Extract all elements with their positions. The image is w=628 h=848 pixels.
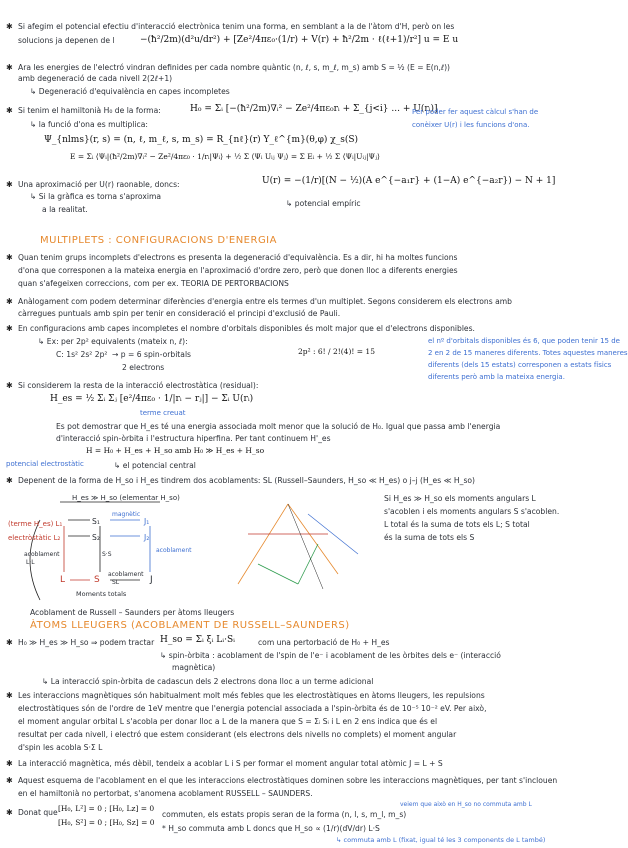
text-line: electrostàtiques són de l'ordre de 1eV mentre que l'energia potencial associada a l'spin-òrbita és de 10⁻⁵ 10⁻² eV. Per això, [18, 704, 487, 713]
text-line: L total és la suma de tots els L; S total [384, 520, 530, 529]
side-note: 2 en 2 de 15 maneres diferents. Totes aquestes maneres [428, 349, 628, 357]
diagram-label: H_es ≫ H_so (elementar H_so) [72, 494, 180, 502]
bullet-star-icon: ✱ [6, 324, 13, 333]
text-line: Ara les energies de l'electró vindran definides per cada nombre quàntic (n, ℓ, s, m_ℓ, m_s) amb S = ½ (E = E(n,ℓ)) [18, 63, 451, 72]
text-line: amb degeneració de cada nivell 2(2ℓ+1) [18, 74, 173, 83]
text-line: Una aproximació per U(r) raonable, doncs: [18, 180, 180, 189]
text-line: En configuracions amb capes incompletes el nombre d'orbitals disponibles és molt major que el d'electrons disponibles. [18, 324, 475, 333]
text-line: ↳ potencial empíric [286, 199, 361, 208]
diagram-label: L [60, 575, 66, 585]
bullet-star-icon: ✱ [6, 759, 13, 768]
side-note: diferents però amb la mateixa energia. [428, 373, 565, 381]
diagram-label: S₁ [92, 517, 100, 526]
text-line: ↳ la funció d'ona es multiplica: [30, 120, 148, 129]
side-note: diferents (dels 15 estats) corresponen a estats físics [428, 361, 612, 369]
section-heading: MULTIPLETS : CONFIGURACIONS D'ENERGIA [40, 235, 277, 246]
side-note: terme creuat [140, 409, 186, 417]
text-line: magnètica) [172, 663, 216, 672]
diagram-label: J₁ [144, 517, 150, 526]
text-line: Depenent de la forma de H_so i H_es tindrem dos acoblaments: SL (Russell–Saunders, H_so ≪ H_es) o j–j (H_es ≪ H_so) [18, 476, 476, 485]
text-line: Les interaccions magnètiques són habitualment molt més febles que les electrostàtiques en àtoms lleugers, les repulsions [18, 691, 485, 700]
side-note: veiem que això en H_so no commuta amb L [400, 801, 532, 808]
text-line: Quan tenim grups incomplets d'electrons es presenta la degeneració d'equivalència. Es a dir, hi ha moltes funcions [18, 253, 458, 262]
text-line: s'acoblen i els moments angulars S s'acoblen. [384, 507, 560, 516]
diagram-label: magnètic [112, 511, 141, 518]
equation: E = Σᵢ ⟨Ψᵢ|(ħ²/2m)∇ᵢ² − Ze²/4πε₀ · 1/rᵢ|Ψᵢ⟩ + ½ Σ ⟨Ψᵢ Uᵢⱼ Ψⱼ⟩ = Σ Eᵢ + ½ Σ ⟨Ψᵢ|Uᵢⱼ|Ψⱼ⟩ [70, 152, 380, 161]
text-line: Si tenim el hamiltonià H₀ de la forma: [18, 106, 161, 115]
text-line: Si considerem la resta de la interacció electrostàtica (residual): [18, 381, 259, 390]
text-line: d'interacció spin-òrbita i l'estructura hiperfina. Per tant continuem H'_es [56, 434, 331, 443]
diagram-label: acoblament [24, 551, 60, 558]
side-note: ↳ commuta amb L (fixat, igual té les 3 components de L també) [336, 836, 546, 844]
equation: Ψ_{nlms}(r, s) = (n, ℓ, m_ℓ, s, m_s) = R_{nℓ}(r) Y_ℓ^{m}(θ,φ) χ_s(S) [44, 135, 359, 145]
diagram-label: J [150, 575, 153, 585]
text-line: ↳ spin-òrbita : acoblament de l'spin de l'e⁻ i acoblament de les òrbites dels e⁻ (interacció [160, 651, 501, 660]
bullet-star-icon: ✱ [6, 180, 13, 189]
bullet-star-icon: ✱ [6, 106, 13, 115]
diagram-label: J₂ [144, 533, 150, 542]
diagram-label: acoblament [108, 571, 144, 578]
text-line: ↳ Ex: per 2p² equivalents (mateix n, ℓ): [38, 337, 188, 346]
diagram-label: acoblament [156, 547, 192, 554]
text-line: H₀ ≫ H_es ≫ H_so ⇒ podem tractar [18, 638, 155, 647]
equation: 2p² : 6! / 2!(4)! = 15 [298, 347, 375, 356]
text-line: és la suma de tots els S [384, 533, 475, 542]
coupling-diagram [0, 490, 230, 610]
equation: H = H₀ + H_es + H_so amb H₀ ≫ H_es + H_so [86, 446, 265, 455]
section-heading: ÀTOMS LLEUGERS (ACOBLAMENT DE RUSSELL–SAUNDERS) [30, 620, 350, 631]
text-line: càrregues puntuals amb spin per tenir en consideració el principi d'exclusió de Pauli. [18, 309, 341, 318]
side-note: potencial electrostàtic [6, 460, 84, 468]
equation: H_so = Σᵢ ξᵢ Lᵢ·Sᵢ [160, 635, 235, 645]
text-line: * H_so commuta amb L doncs que H_so ∝ (1/r)(dV/dr) L·S [162, 824, 380, 833]
text-line: commuten, els estats propis seran de la forma (n, l, s, m_l, m_s) [162, 810, 407, 819]
text-line: La interacció magnètica, més dèbil, tendeix a acoblar L i S per formar el moment angular total atòmic J = L + S [18, 759, 443, 768]
vector-sketch [228, 494, 368, 594]
bullet-star-icon: ✱ [6, 476, 13, 485]
text-line: ↳ Degeneració d'equivalència en capes incompletes [30, 87, 230, 96]
bullet-star-icon: ✱ [6, 253, 13, 262]
diagram-caption: Acoblament de Russell – Saunders per àtoms lleugers [30, 608, 235, 617]
text-line: el moment angular orbital L s'acobla per donar lloc a L de la manera que S = Σᵢ Sᵢ i L en 2 ens indica que és el [18, 717, 438, 726]
side-note: el nº d'orbitals disponibles és 6, que poden tenir 15 de [428, 337, 620, 345]
side-note: Per poder fer aquest càlcul s'han de [412, 108, 539, 116]
equation: [H₀, L²] = 0 ; [H₀, Lz] = 0 [58, 804, 155, 813]
diagram-label: SL [112, 579, 120, 586]
text-line: 2 electrons [122, 363, 165, 372]
text-line: solucions ja depenen de l [18, 36, 115, 45]
text-line: d'ona que corresponen a la mateixa energia en l'aproximació d'ordre zero, però que donen lloc a diferents energies [18, 266, 458, 275]
bullet-star-icon: ✱ [6, 381, 13, 390]
bullet-star-icon: ✱ [6, 776, 13, 785]
equation: H₀ = Σᵢ [−(ħ²/2m)∇ᵢ² − Ze²/4πε₀rᵢ + Σ_{j<i} ... + U(rᵢ)] [190, 104, 438, 114]
text-line: Si H_es ≫ H_so els moments angulars L [384, 494, 536, 503]
diagram-label: S₂ [92, 533, 100, 542]
text-line: Es pot demostrar que H_es té una energia associada molt menor que la solució de H₀. Igual que passa amb l'energia [56, 422, 501, 431]
text-line: en el hamiltonià no pertorbat, s'anomena acoblament RUSSELL – SAUNDERS. [18, 789, 313, 798]
diagram-label: S·S [102, 551, 112, 558]
text-line: d'spin les acobla S·Σ L [18, 743, 103, 752]
diagram-label: electròstàtic L₂ [8, 534, 61, 542]
text-line: ↳ el potencial central [114, 461, 196, 470]
text-line: com una pertorbació de H₀ + H_es [258, 638, 390, 647]
bullet-star-icon: ✱ [6, 691, 13, 700]
equation: −(ħ²/2m)(d²u/dr²) + [Ze²/4πε₀·(1/r) + V(r) + ħ²/2m · ℓ(ℓ+1)/r²] u = E u [140, 35, 459, 45]
diagram-label: L·L [26, 559, 35, 566]
text-line: C: 1s² 2s² 2p² [56, 350, 108, 359]
text-line: ↳ Si la gràfica es torna s'aproxima [30, 192, 161, 201]
bullet-star-icon: ✱ [6, 63, 13, 72]
diagram-label: (terme H_es) L₁ [8, 520, 63, 528]
text-line: a la realitat. [42, 205, 88, 214]
equation: H_es = ½ Σᵢ Σⱼ [e²/4πε₀ · 1/|rᵢ − rⱼ|] − Σᵢ U(rᵢ) [50, 394, 254, 404]
bullet-star-icon: ✱ [6, 808, 13, 817]
bullet-star-icon: ✱ [6, 638, 13, 647]
bullet-star-icon: ✱ [6, 297, 13, 306]
text-line: Aquest esquema de l'acoblament en el que les interaccions electrostàtiques dominen sobre les interaccions magnètiques, per tant s'inclouen [18, 776, 558, 785]
equation: U(r) = −(1/r)[(N − ½)(A e^{−a₁r} + (1−A) e^{−a₂r}) − N + 1] [262, 176, 556, 186]
diagram-label: S [94, 575, 100, 585]
text-line: quan s'afegeixen correccions, com per ex. TEORIA DE PERTORBACIONS [18, 279, 289, 288]
equation: [H₀, S²] = 0 ; [H₀, Sz] = 0 [58, 818, 155, 827]
text-line: → p = 6 spin-orbitals [112, 350, 192, 359]
text-line: Si afegim el potencial efectiu d'interacció electrònica tenim una forma, en semblant a la de l'àtom d'H, però on les [18, 22, 455, 31]
text-line: Donat que [18, 808, 58, 817]
text-line: resultat per cada nivell, i electró que estem considerant (els electrons dels nivells no complets) el moment angular [18, 730, 457, 739]
text-line: ↳ La interacció spin-òrbita de cadascun dels 2 electrons dona lloc a un terme adicional [42, 677, 374, 686]
side-note: conèixer U(r) i les funcions d'ona. [412, 121, 530, 129]
text-line: Anàlogament com podem determinar diferències d'energia entre els termes d'un multiplet. Segons considerem els electrons amb [18, 297, 512, 306]
bullet-star-icon: ✱ [6, 22, 13, 31]
diagram-label: Moments totals [76, 590, 127, 598]
